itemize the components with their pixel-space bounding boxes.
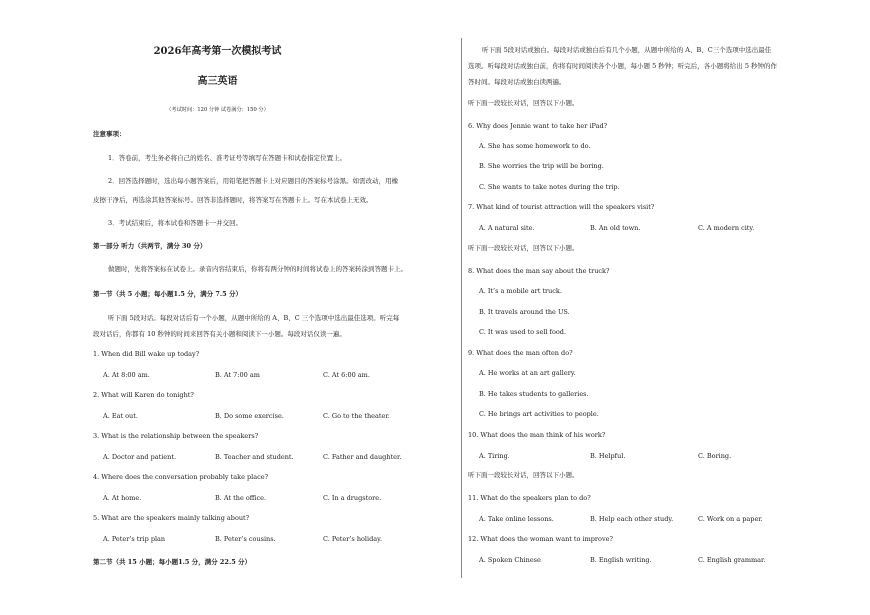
option-6b: B. She worries the trip will be boring. xyxy=(479,162,604,170)
intro-3: 答时间。每段对话或独白读两遍。 xyxy=(468,78,566,86)
option-3c: C. Father and daughter. xyxy=(323,453,402,461)
option-8b: B. It travels around the US. xyxy=(479,308,570,316)
question-9: 9. What does the man often do? xyxy=(468,349,573,357)
option-1a: A. At 8:00 am. xyxy=(103,371,150,379)
question-6: 6. Why does Jennie want to take her iPad? xyxy=(468,122,608,130)
option-8a: A. It’s a mobile art truck. xyxy=(479,287,562,295)
option-7a: A. A natural site. xyxy=(479,224,535,232)
question-10: 10. What does the man think of his work? xyxy=(468,431,606,439)
option-11a: A. Take online lessons. xyxy=(479,515,554,523)
option-12b: B. English writing. xyxy=(590,556,652,564)
option-10c: C. Boring. xyxy=(698,452,732,460)
section2-heading: 第二节（共 15 小题；每小题1.5 分，满分 22.5 分） xyxy=(93,558,251,566)
option-2c: C. Go to the theater. xyxy=(323,412,390,420)
option-4a: A. At home. xyxy=(103,494,142,502)
question-2: 2. What will Karen do tonight? xyxy=(93,391,194,399)
question-4: 4. Where does the conversation probably take place? xyxy=(93,473,269,481)
lead-2: 听下面一段较长对话，回答以下小题。 xyxy=(468,244,579,252)
question-3: 3. What is the relationship between the speakers? xyxy=(93,432,259,440)
intro-2: 选项。听每段对话或独白前，你将有时间阅读各个小题，每小题 5 秒钟；听完后，各小题将给出 5 秒钟的作 xyxy=(468,62,778,70)
section1-intro-1: 听下面 5段对话。每段对话后有一个小题，从题中所给的 A、B、C 三个选项中选出最佳选项。听完每 xyxy=(108,314,400,322)
part1-intro: 做题时，先将答案标在试卷上。录音内容结束后，你将有两分钟的时间将试卷上的答案转涂到答题卡上。 xyxy=(108,265,407,273)
question-5: 5. What are the speakers mainly talking about? xyxy=(93,514,250,522)
option-10b: B. Helpful. xyxy=(590,452,626,460)
option-9c: C. He brings art activities to people. xyxy=(479,410,599,418)
exam-subtitle: 高三英语 xyxy=(197,76,238,87)
right-page xyxy=(435,0,870,615)
option-11c: C. Work on a paper. xyxy=(698,515,763,523)
notice-1: 1．答卷前，考生务必将自己的姓名、准考证号等填写在答题卡和试卷指定位置上。 xyxy=(108,154,347,162)
option-5b: B. Peter’s cousins. xyxy=(215,535,276,543)
option-8c: C. It was used to sell food. xyxy=(479,328,567,336)
option-10a: A. Tiring. xyxy=(479,452,510,460)
option-6c: C. She wants to take notes during the trip. xyxy=(479,183,620,191)
option-12c: C. English grammar. xyxy=(698,556,766,564)
option-11b: B. Help each other study. xyxy=(590,515,674,523)
notice-2-cont: 皮擦干净后，再选涂其他答案标号。回答非选择题时，将答案写在答题卡上。写在本试卷上无效。 xyxy=(93,196,373,204)
intro-1: 听下面 5段对话或独白。每段对话或独白后有几个小题，从题中所给的 A、B、C三个选项中选出最佳 xyxy=(482,46,772,54)
lead-1: 听下面一段较长对话，回答以下小题。 xyxy=(468,99,579,107)
exam-info: （考试时间：120 分钟 试卷满分：150 分） xyxy=(166,107,269,113)
option-3a: A. Doctor and patient. xyxy=(103,453,177,461)
option-4b: B. At the office. xyxy=(215,494,267,502)
option-4c: C. In a drugstore. xyxy=(323,494,382,502)
option-7c: C. A modern city. xyxy=(698,224,755,232)
option-1c: C. At 6:00 am. xyxy=(323,371,370,379)
question-7: 7. What kind of tourist attraction will the speakers visit? xyxy=(468,203,655,211)
notice-2: 2．回答选择题时，选出每小题答案后，用铅笔把答题卡上对应题目的答案标号涂黑。如需改动，用橡 xyxy=(108,177,399,185)
notice-heading: 注意事项： xyxy=(93,130,126,138)
part1-heading: 第一部分 听力（共两节，满分 30 分） xyxy=(93,242,207,250)
option-5a: A. Peter’s trip plan xyxy=(103,535,166,543)
option-2a: A. Eat out. xyxy=(103,412,138,420)
question-8: 8. What does the man say about the truck? xyxy=(468,267,610,275)
lead-3: 听下面一段较长对话，回答以下小题。 xyxy=(468,471,579,479)
option-3b: B. Teacher and student. xyxy=(215,453,294,461)
exam-title: 2026年高考第一次模拟考试 xyxy=(153,46,282,57)
question-11: 11. What do the speakers plan to do? xyxy=(468,494,591,502)
notice-3: 3．考试结束后，将本试卷和答题卡一并交回。 xyxy=(108,219,243,227)
option-5c: C. Peter’s holiday. xyxy=(323,535,383,543)
question-1: 1. When did Bill wake up today? xyxy=(93,350,200,358)
section1-intro-2: 段对话后，你都有 10 秒钟的时间来回答有关小题和阅读下一小题。每段对话仅读一遍。 xyxy=(93,330,346,338)
option-2b: B. Do some exercise. xyxy=(215,412,284,420)
question-12: 12. What does the woman want to improve? xyxy=(468,535,613,543)
section1-heading: 第一节（共 5 小题；每小题1.5 分，满分 7.5 分） xyxy=(93,290,242,298)
option-12a: A. Spoken Chinese xyxy=(479,556,541,564)
option-1b: B. At 7:00 am xyxy=(215,371,260,379)
option-7b: B. An old town. xyxy=(590,224,641,232)
option-9b: B. He takes students to galleries. xyxy=(479,390,589,398)
option-9a: A. He works at an art gallery. xyxy=(479,369,576,377)
option-6a: A. She has some homework to do. xyxy=(479,142,591,150)
